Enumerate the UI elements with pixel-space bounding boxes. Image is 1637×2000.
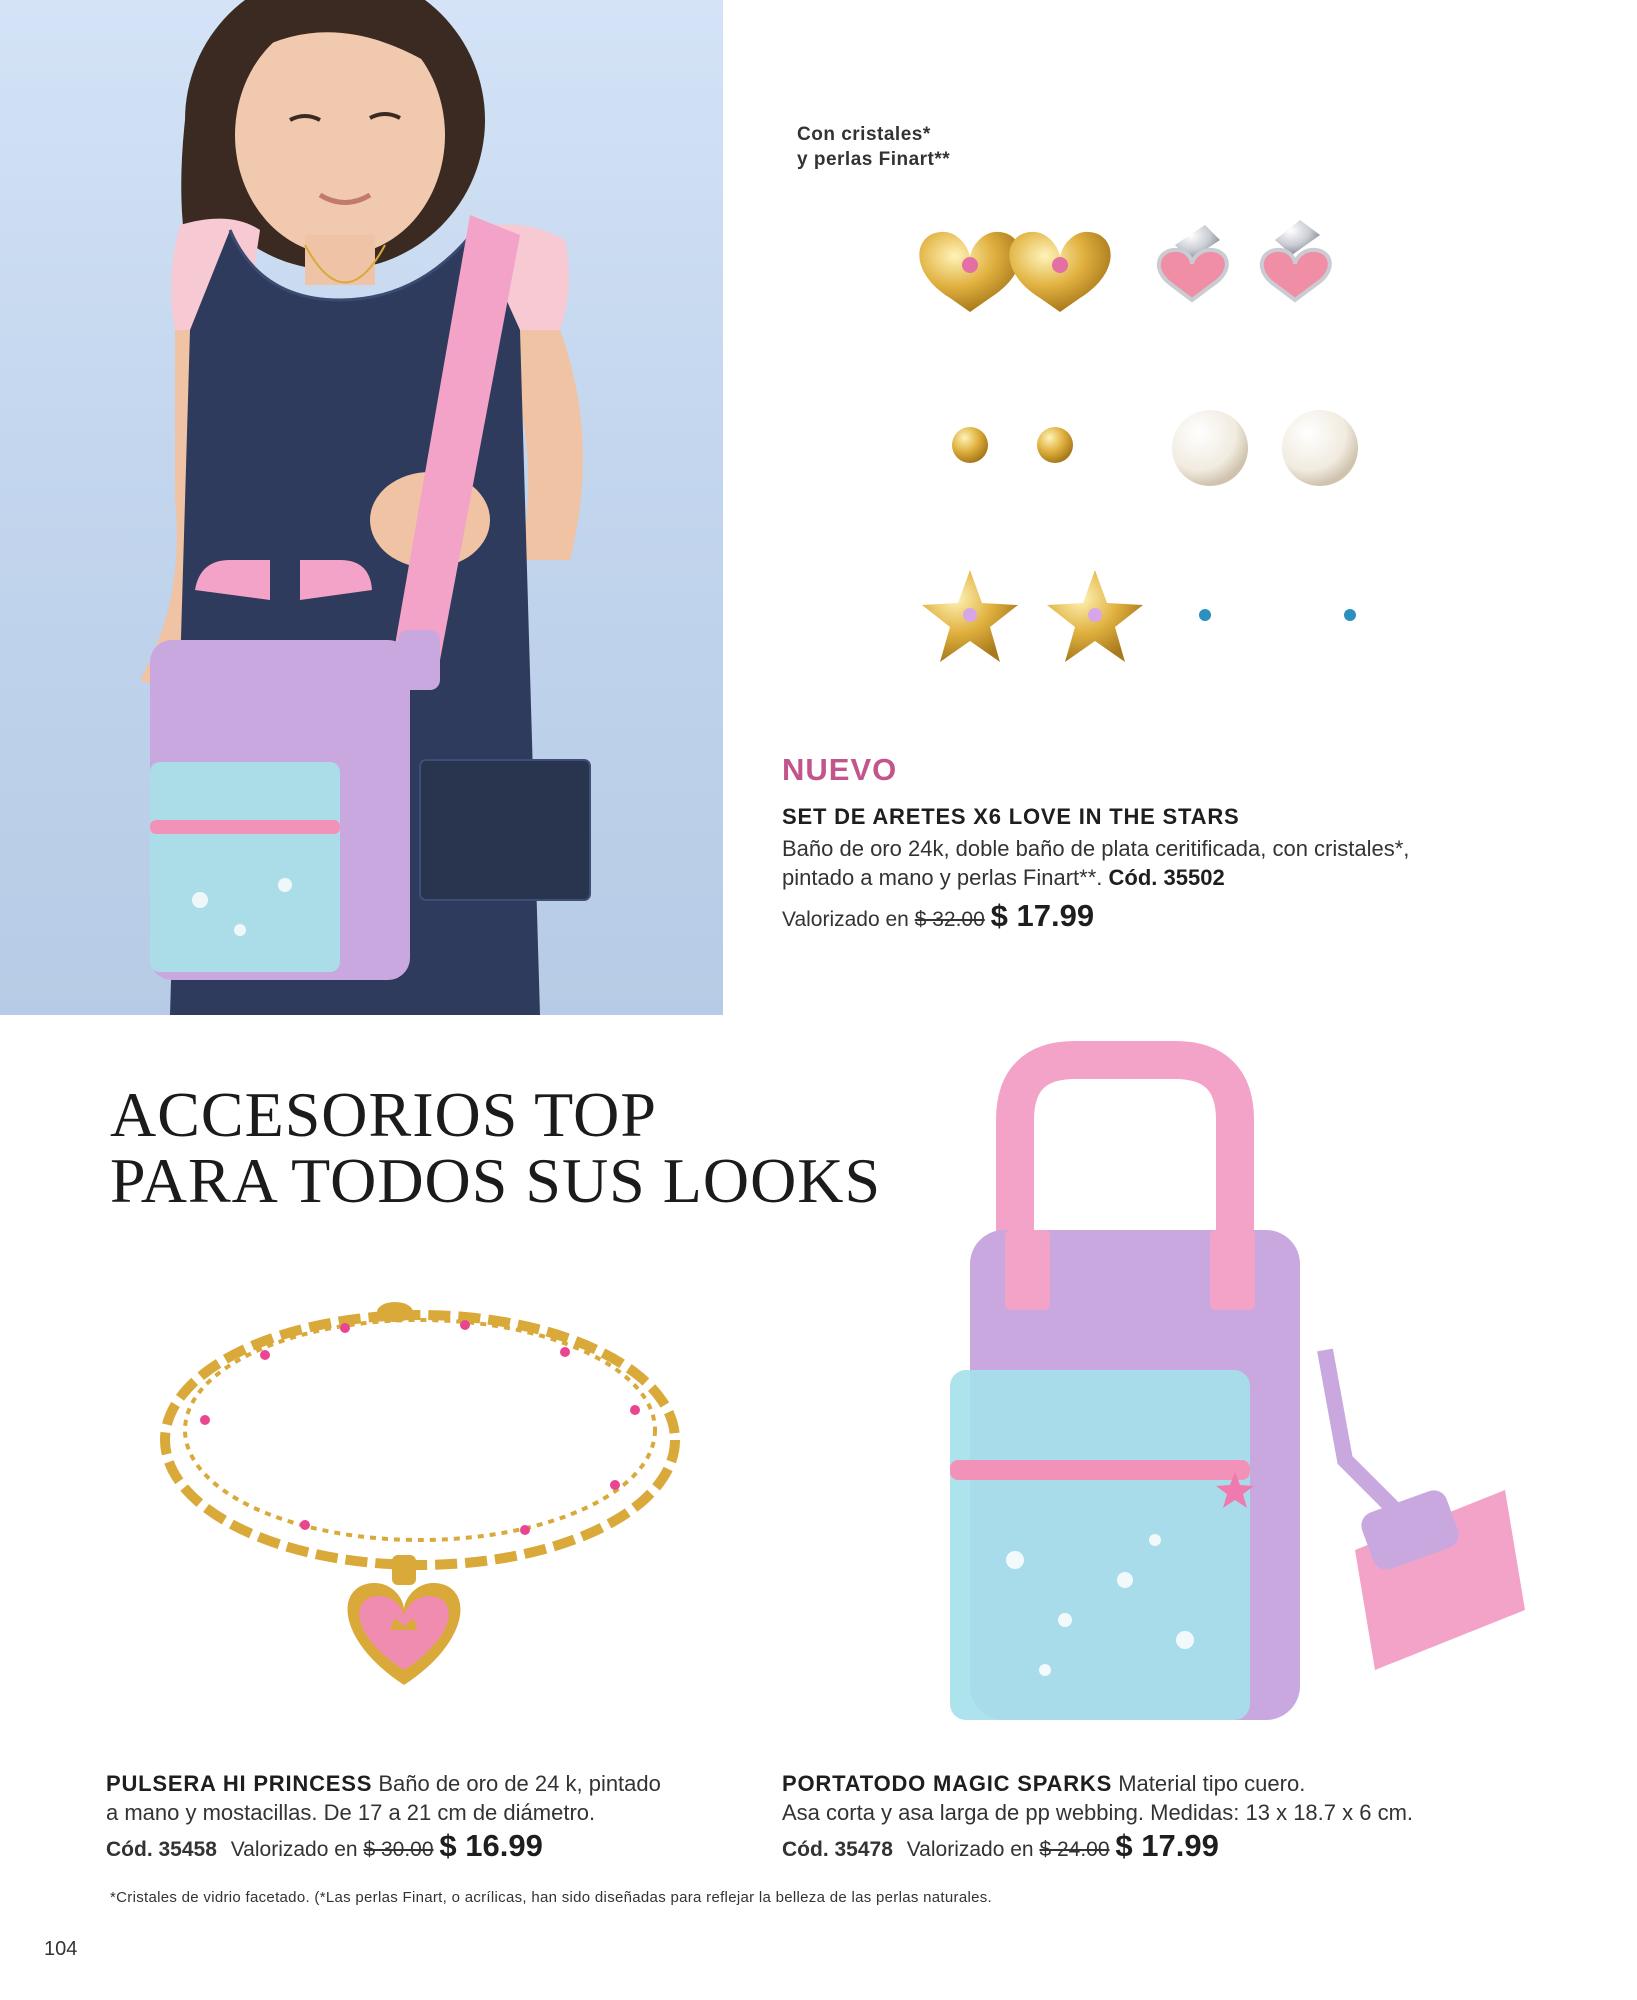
earrings-code: Cód. 35502: [1108, 865, 1225, 890]
pink-heart-earrings: [1159, 220, 1330, 300]
earrings-old-price: $ 32.00: [914, 908, 985, 931]
bracelet-old-price: $ 30.00: [363, 1838, 434, 1861]
earrings-set-illustration: [900, 220, 1420, 710]
gold-heart-earrings: [919, 232, 1110, 312]
bracelet-name: PULSERA HI PRINCESS: [106, 1771, 373, 1796]
earrings-price-line: [782, 898, 1094, 934]
page-headline: [110, 1079, 882, 1216]
bracelet-details: [106, 1769, 726, 1827]
bracelet-price-line: [106, 1828, 543, 1864]
earrings-desc-line-1: Baño de oro 24k, doble baño de plata ceritificada, con cristales*,: [782, 836, 1410, 861]
bracelet-code: Cód. 35458: [106, 1838, 217, 1861]
silver-moon-earrings: [1199, 575, 1390, 662]
earrings-desc-text: pintado a mano y perlas Finart**.: [782, 865, 1103, 890]
earrings-description: [782, 834, 1502, 892]
gold-ball-earrings: [952, 427, 1073, 463]
bag-old-price: $ 24.00: [1039, 1838, 1110, 1861]
earrings-desc-line-2: [782, 863, 1502, 892]
earrings-material-note: [797, 122, 950, 172]
note-line-2: y perlas Finart**: [797, 149, 951, 170]
bracelet-desc-2: a mano y mostacillas. De 17 a 21 cm de diámetro.: [106, 1800, 596, 1825]
pearl-earrings: [1172, 410, 1358, 486]
bag-code: Cód. 35478: [782, 1838, 893, 1861]
earrings-valued-label: Valorizado en: [782, 908, 909, 931]
bag-name: PORTATODO MAGIC SPARKS: [782, 1771, 1113, 1796]
bag-price: $ 17.99: [1115, 1828, 1219, 1863]
headline-line-2: PARA TODOS SUS LOOKS: [110, 1145, 882, 1216]
earrings-price: $ 17.99: [990, 898, 1095, 933]
bag-details: [782, 1769, 1562, 1827]
bracelet-price: $ 16.99: [439, 1828, 543, 1863]
bracelet-valued-label: Valorizado en: [230, 1838, 358, 1861]
bracelet-illustration: [145, 1280, 695, 1700]
bag-line-1: [782, 1769, 1562, 1798]
new-badge: NUEVO: [782, 752, 898, 787]
bag-illustration: [935, 1040, 1525, 1740]
headline-line-1: ACCESORIOS TOP: [110, 1079, 657, 1150]
girl-with-bag-illustration: [0, 0, 723, 1015]
bracelet-line-1: [106, 1769, 726, 1798]
earrings-title: SET DE ARETES X6 LOVE IN THE STARS: [782, 804, 1240, 829]
footnote: *Cristales de vidrio facetado. (*Las perlas Finart, o acrílicas, han sido diseñadas para reflejar la belleza de las perlas naturales.: [110, 1889, 993, 1906]
bag-desc-2: Asa corta y asa larga de pp webbing. Medidas: 13 x 18.7 x 6 cm.: [782, 1800, 1414, 1825]
hero-photo: [0, 0, 723, 1015]
bag-desc-1: Material tipo cuero.: [1118, 1771, 1306, 1796]
gold-star-earrings: [922, 570, 1143, 662]
bag-price-line: [782, 1828, 1219, 1864]
note-line-1: Con cristales*: [797, 124, 931, 145]
page-number: 104: [44, 1938, 78, 1960]
bag-valued-label: Valorizado en: [906, 1838, 1034, 1861]
bracelet-desc-1: Baño de oro de 24 k, pintado: [378, 1771, 661, 1796]
